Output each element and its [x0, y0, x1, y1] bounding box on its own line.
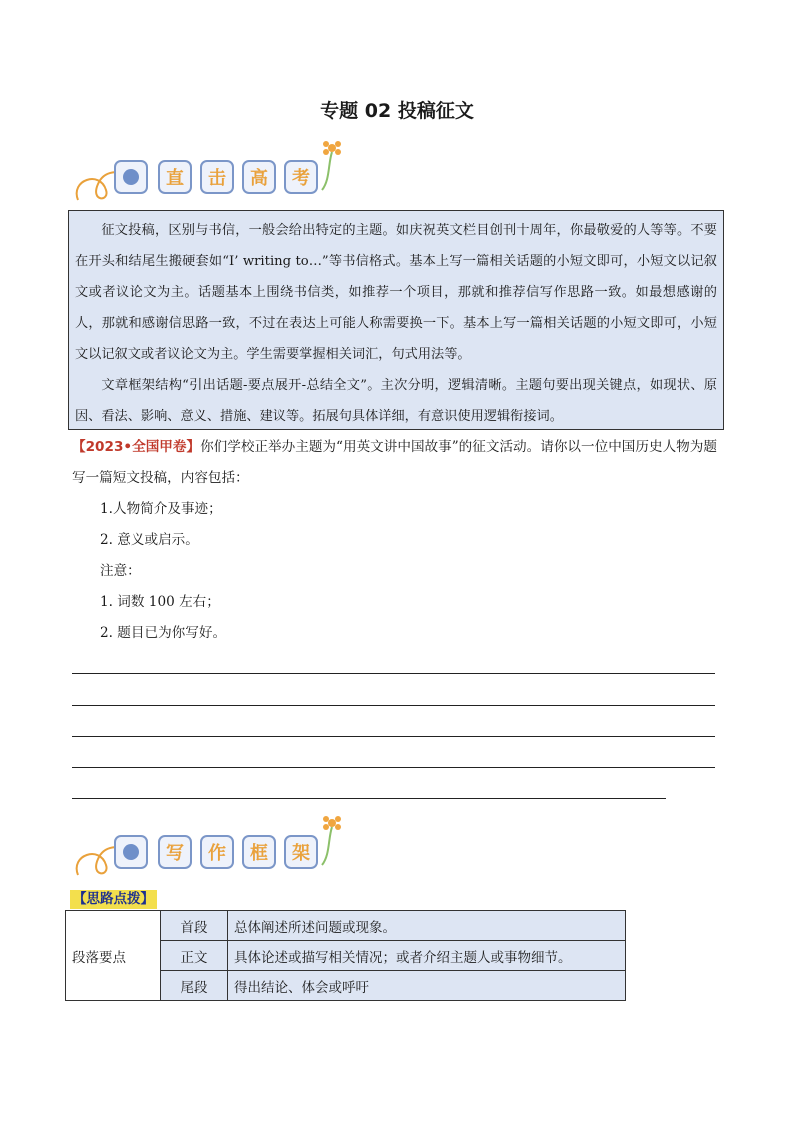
note-item: 1. 词数 100 左右；: [100, 594, 220, 610]
task-prompt: [72, 432, 722, 494]
answer-line: [72, 673, 715, 674]
answer-line: [72, 798, 666, 799]
intro-paragraph: 文章框架结构“引出话题-要点展开-总结全文”。主次分明，逻辑清晰。主题句要出现关键点，如现状、原因、看法、影响、意义、措施、建议等。拓展句具体详细，有意识使用逻辑衔接词。: [75, 378, 717, 424]
desc-cell: 具体论述或描写相关情况；或者介绍主题人或事物细节。: [228, 941, 626, 971]
banner-ball-icon: [114, 835, 148, 869]
banner-char: 写: [158, 835, 192, 869]
section-banner-exam: [70, 140, 350, 204]
framework-table: [65, 910, 626, 1001]
desc-cell: 得出结论、体会或呼吁: [228, 971, 626, 1001]
banner-char: 直: [158, 160, 192, 194]
banner-char: 击: [200, 160, 234, 194]
exam-tag: 【2023•全国甲卷】: [72, 439, 201, 455]
banner-ball-icon: [114, 160, 148, 194]
page-title: 专题 02 投稿征文: [320, 100, 474, 122]
banner-char: 框: [242, 835, 276, 869]
answer-line: [72, 705, 715, 706]
banner-char: 架: [284, 835, 318, 869]
desc-cell: 总体阐述所述问题或现象。: [228, 911, 626, 941]
answer-line: [72, 736, 715, 737]
part-cell: 首段: [161, 911, 228, 941]
table-row: [66, 911, 626, 941]
banner-char: 考: [284, 160, 318, 194]
part-cell: 尾段: [161, 971, 228, 1001]
note-item: 2. 题目已为你写好。: [100, 625, 227, 641]
task-section: [72, 432, 722, 649]
part-cell: 正文: [161, 941, 228, 971]
task-prompt-text: 你们学校正举办主题为“用英文讲中国故事”的征文活动。请你以一位中国历史人物为题写一篇短文投稿，内容包括：: [72, 439, 717, 486]
task-item: 1.人物简介及事迹；: [100, 501, 222, 517]
row-header: 段落要点: [66, 911, 161, 1001]
intro-paragraph: 征文投稿，区别与书信，一般会给出特定的主题。如庆祝英文栏目创刊十周年，你最敬爱的人等等。不要在开头和结尾生搬硬套如“I’ writing to…”等书信格式。基本上写一篇相关话题的小短文即可，小短文以记叙文或者议论文为主。话题基本上围绕书信类，如推荐一个项目，那就和推荐信写作思路一致。如最想感谢的人，那就和感谢信思路一致，不过在表达上可能人称需要换一下。基本上写一篇相关话题的小短文即可，小短文以记叙文或者议论文为主。学生需要掌握相关词汇，句式用法等。: [75, 223, 717, 362]
banner-char: 作: [200, 835, 234, 869]
banner-char: 高: [242, 160, 276, 194]
intro-box: [68, 210, 724, 430]
task-item: 2. 意义或启示。: [100, 532, 199, 548]
tips-label: 【思路点拨】: [70, 890, 157, 909]
note-label: 注意：: [100, 563, 141, 579]
section-banner-framework: [70, 815, 350, 879]
answer-line: [72, 767, 715, 768]
